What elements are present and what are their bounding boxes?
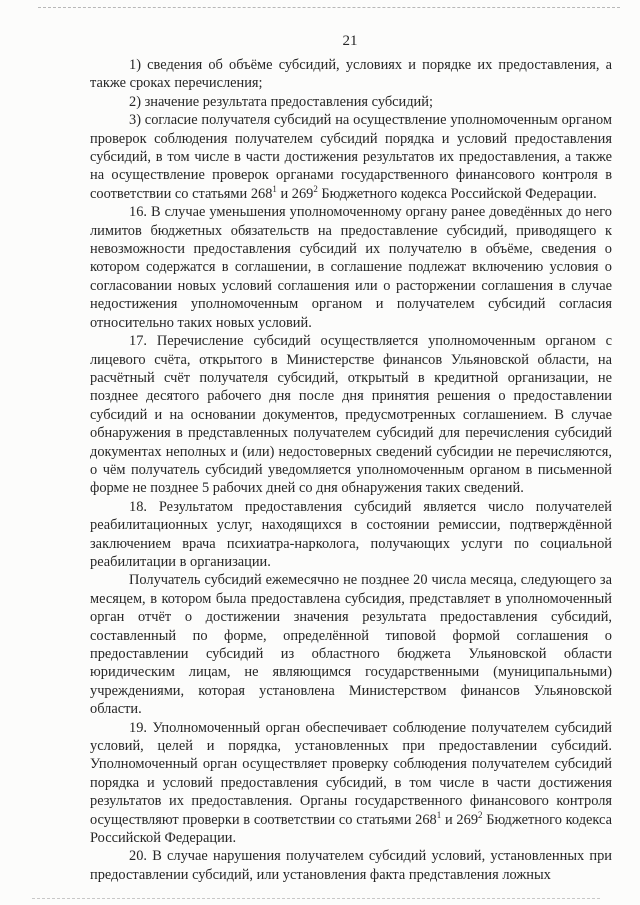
superscript: 1 [272,184,277,195]
superscript: 2 [478,809,483,820]
paragraph-text: и 269 [441,811,479,828]
paragraph-19 [90,719,612,848]
paragraph-17: 17. Перечисление субсидий осуществляется уполномоченным органом с лицевого счёта, открытого в Министерстве финансов Ульяновской области, на расчётный счёт получателя субсидий, открытый в кредитной организации, не позднее десятого рабочего дня после дня принятия решения о предоставлении субсидий и на основании документов, предусмотренных соглашением. В случае обнаружения в представленных получателем субсидий для перечисления субсидий документах неполных и (или) недостоверных сведений субсидии не перечисляются, о чём получатель субсидий уведомляется уполномоченным органом в письменной форме не позднее 5 рабочих дней со дня обнаружения таких сведений. [90,333,612,497]
paragraph-16: 16. В случае уменьшения уполномоченному органу ранее доведённых до него лимитов бюджетных обязательств на предоставление субсидий, приводящего к невозможности предоставления субсидий их получателю в объёме, сведения о котором содержатся в соглашении, в соглашение подлежат включению условия о согласовании новых условий соглашения или о расторжении соглашения в случае недостижения уполномоченным органом и получателем субсидий согласия относительно таких новых условий. [90,204,612,331]
paragraph-item-2: 2) значение результата предоставления субсидий; [129,93,433,110]
scan-edge-top [38,7,620,8]
paragraph-20: 20. В случае нарушения получателем субсидий условий, установленных при предоставлении субсидий, или установления факта представления ложных [90,848,612,883]
paragraph-text: 19. Уполномоченный орган обеспечивает соблюдение получателем субсидий условий, целей и порядка, установленных при предоставлении субсидий. Уполномоченный орган осуществляет проверку соблюдения получателем субсидий порядка и условий предоставления субсидий, в том числе в части достижения результатов их предоставления. Органы государственного финансового контроля осуществляют проверки в соответствии со статьями 268 [90,719,612,828]
superscript: 2 [313,184,318,195]
paragraph-text: Бюджетного кодекса Российской Федерации. [317,185,597,202]
paragraph-18: 18. Результатом предоставления субсидий является число получателей реабилитационных услуг, находящихся в состоянии ремиссии, подтверждённой заключением врача психиатра-нарколога, получающих услуги по социальной реабилитации в организации. [90,498,612,570]
paragraph-text: Бюджетного кодекса Российской Федерации. [90,811,613,847]
paragraph-text: и 269 [276,185,314,202]
page-number: 21 [342,33,358,49]
scan-edge-bottom [32,898,600,899]
paragraph-text: 3) согласие получателя субсидий на осуществление уполномоченным органом проверок соблюдения получателем субсидий порядка и условий предоставления субсидий, в том числе в части достижения результатов их предоставления, а также на осуществление проверок органами государственного финансового контроля в соответствии со статьями 268 [90,112,612,202]
paragraph-18-report: Получатель субсидий ежемесячно не позднее 20 числа месяца, следующего за месяцем, в котором была предоставлена субсидия, представляет в уполномоченный орган отчёт о достижении значения результата предоставления субсидий, составленный по форме, определённой типовой формой соглашения о предоставлении субсидий из областного бюджета Ульяновской области юридическим лицам, не являющимся государственными (муниципальными) учреждениями, которая установлена Министерством финансов Ульяновской области. [90,572,612,718]
paragraph-item-3 [90,111,612,203]
superscript: 1 [436,809,442,820]
paragraph-item-1: 1) сведения об объёме субсидий, условиях и порядке их предоставления, а также сроках перечисления; [90,57,612,92]
document-body [90,56,612,884]
